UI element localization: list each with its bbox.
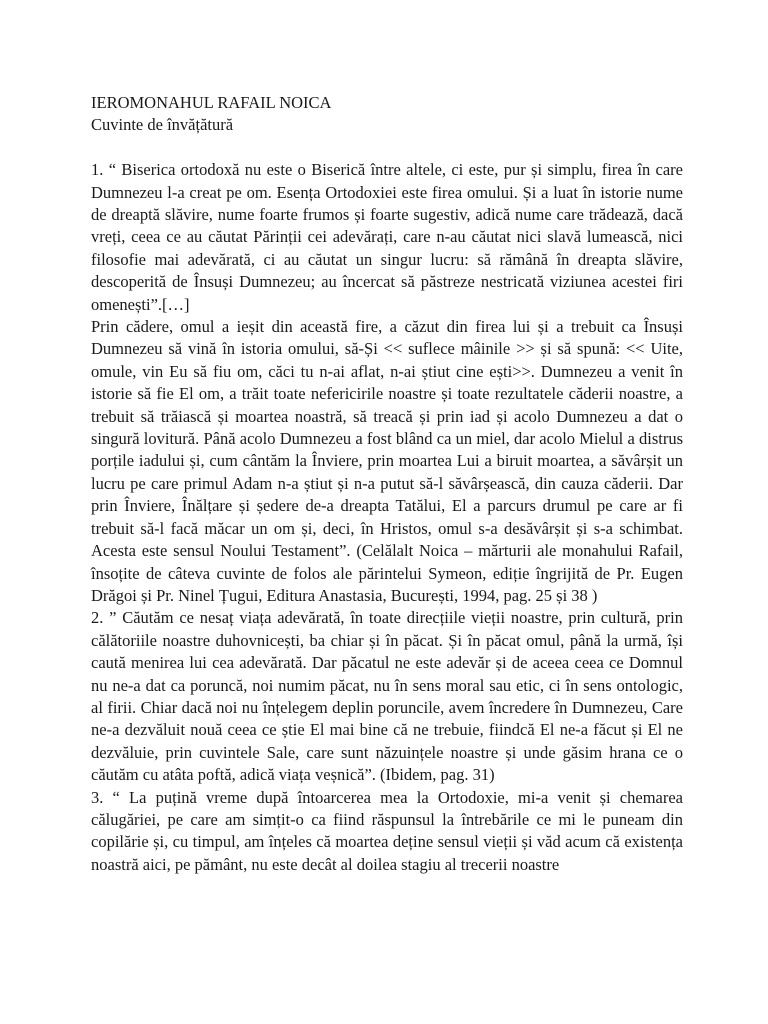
author-title: IEROMONAHUL RAFAIL NOICA [91, 93, 332, 112]
document-heading [91, 92, 683, 137]
paragraph-2: Prin cădere, omul a ieșit din această fire, a căzut din firea lui și a trebuit ca Însuși Dumnezeu să vină în istoria omului, să-Și << suflece mâinile >> și să spună: << Uite, omule, vin Eu să fiu om, căci tu n-ai aflat, n-ai știut cine ești>>. Dumnezeu a venit în istorie să fie El om, a trăit toate nefericirile noastre și toate rezultatele căderii noastre, a trebuit să trăiască și moartea noastră, să treacă și prin iad și acolo Dumnezeu a dat o singură lovitură. Până acolo Dumnezeu a fost blând ca un miel, dar acolo Mielul a distrus porțile iadului și, cum cântăm la Înviere, prin moartea Lui a biruit moartea, a săvârșit un lucru pe care primul Adam n-a știut și n-a putut să-l săvârșească, din cauza căderii. Dar prin Înviere, Înălțare și ședere de-a dreapta Tatălui, El a parcurs drumul pe care ar fi trebuit să-l facă măcar un om și, deci, în Hristos, omul s-a desăvârșit și s-a schimbat. Acesta este sensul Noului Testament”. (Celălalt Noica – mărturii ale monahului Rafail, însoțite de câteva cuvinte de folos ale părintelui Symeon, ediție îngrijită de Pr. Eugen Drăgoi și Pr. Ninel Țugui, Editura Anastasia, București, 1994, pag. 25 și 38 ) [91, 317, 683, 605]
document-page [91, 92, 683, 876]
document-subtitle: Cuvinte de învățătură [91, 115, 234, 135]
paragraph-4: 3. “ La puțină vreme după întoarcerea mea la Ortodoxie, mi-a venit și chemarea călugăriei, pe care am simțit-o ca fiind răspunsul la întrebările ce mi le puneam din copilărie și, cu timpul, am înțeles că moartea deține sensul vieții și văd acum că existența noastră aici, pe pământ, nu este decât al doilea stagiu al trecerii noastre [91, 787, 683, 874]
paragraph-3: 2. ” Căutăm ce nesaț viața adevărată, în toate direcțiile vieții noastre, prin cultură, prin călătoriile noastre duhovnicești, ba chiar și în păcat. Și în păcat omul, până la urmă, își caută menirea lui cea adevărată. Dar păcatul ne este adevăr și de aceea ceea ce Domnul nu ne-a dat ca poruncă, noi numim păcat, nu în sens moral sau etic, ci în sens ontologic, al firii. Chiar dacă noi nu înțelegem deplin poruncile, avem încredere în Dumnezeu, Care ne-a dezvăluit nouă ceea ce știe El mai bine că ne trebuie, fiindcă El ne-a făcut și El ne dezvăluie, prin cuvintele Sale, care sunt năzuințele noastre și unde găsim hrana ce o căutăm cu atâta poftă, adică viața veșnică”. (Ibidem, pag. 31) [91, 608, 683, 785]
paragraph-1: 1. “ Biserica ortodoxă nu este o Biserică între altele, ci este, pur și simplu, firea în care Dumnezeu l-a creat pe om. Esența Ortodoxiei este firea omului. Și a luat în istorie nume de dreaptă slăvire, nume foarte frumos și foarte sugestiv, adică nume care trădează, dacă vreți, ceea ce au căutat Părinții cei adevărați, care n-au căutat nici slavă lumească, nici filosofie mai adevărată, ci au căutat un singur lucru: să rămână în dreapta slăvire, descoperită de Însuși Dumnezeu; au încercat să păstreze nestricată viziunea acestei firi omenești”.[…] [91, 160, 683, 314]
